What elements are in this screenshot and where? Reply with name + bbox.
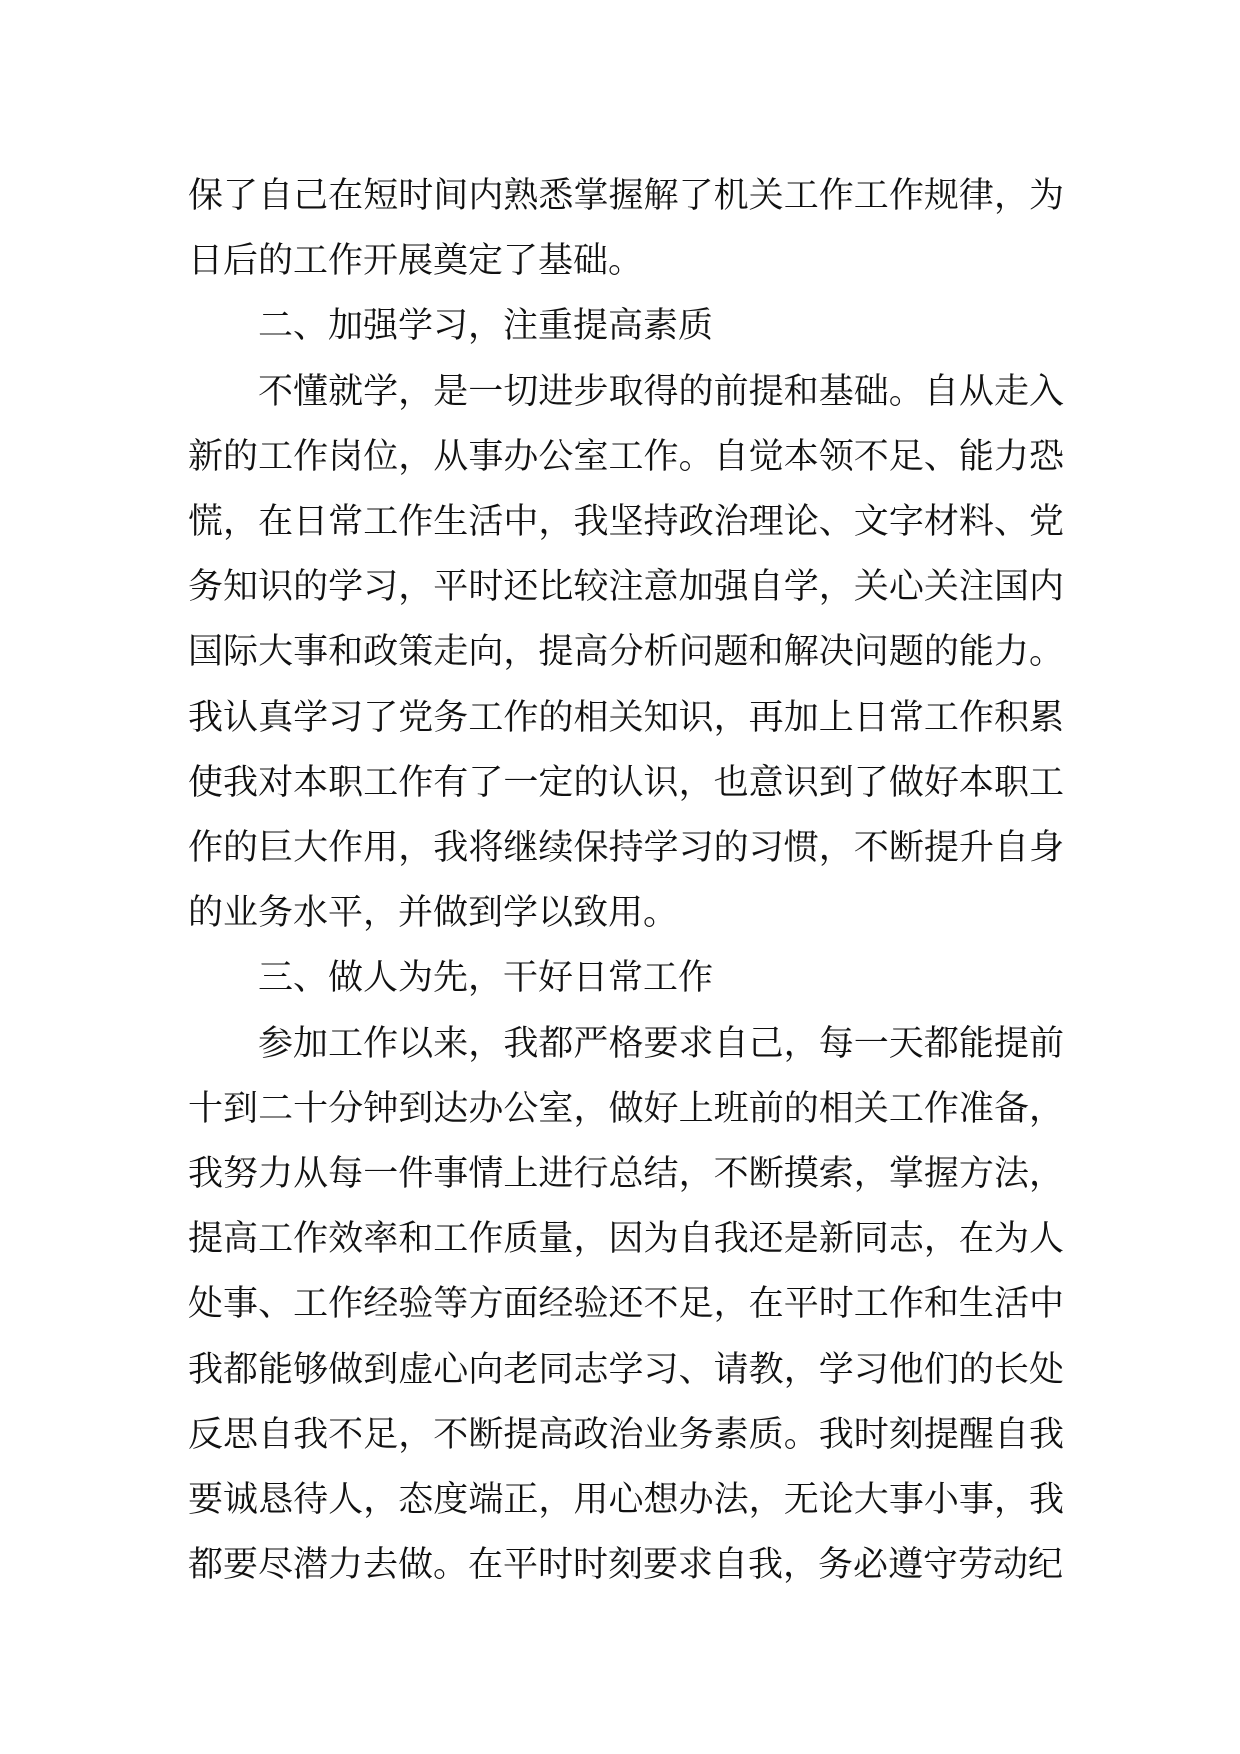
section-heading-3: 三、做人为先，干好日常工作 (258, 958, 714, 999)
section-heading-2: 二、加强学习，注重提高素质 (258, 306, 714, 347)
paragraph-study: 不懂就学，是一切进步取得的前提和基础。自从走入新的工作岗位，从事办公室工作。自觉本领不足、能力恐慌，在日常工作生活中，我坚持政治理论、文字材料、党务知识的学习，平时还比较注意加强自学，关心关注国内国际大事和政策走向，提高分析问题和解决问题的能力。我认真学习了党务工作的相关知识，再加上日常工作积累使我对本职工作有了一定的认识，也意识到了做好本职工作的巨大作用，我将继续保持学习的习惯，不断提升自身的业务水平，并做到学以致用。 (188, 371, 1064, 934)
paragraph-daily-work: 参加工作以来，我都严格要求自己，每一天都能提前十到二十分钟到达办公室，做好上班前的相关工作准备，我努力从每一件事情上进行总结，不断摸索，掌握方法，提高工作效率和工作质量，因为自我还是新同志，在为人处事、工作经验等方面经验还不足，在平时工作和生活中我都能够做到虚心向老同志学习、请教，学习他们的长处反思自我不足，不断提高政治业务素质。我时刻提醒自我要诚恳待人，态度端正，用心想办法，无论大事小事，我都要尽潜力去做。在平时时刻要求自我，务必遵守劳动纪 (188, 1023, 1064, 1586)
document-body (188, 164, 1064, 1598)
paragraph-continuation: 保了自己在短时间内熟悉掌握解了机关工作工作规律，为日后的工作开展奠定了基础。 (188, 176, 1064, 282)
